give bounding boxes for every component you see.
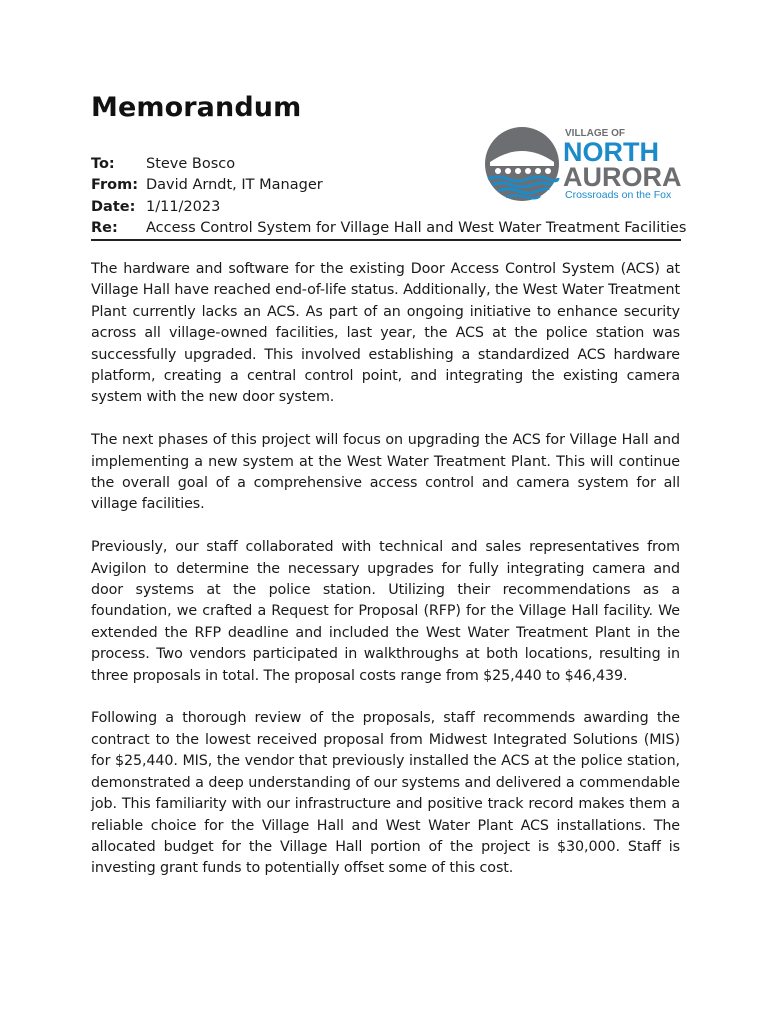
body-paragraph: Previously, our staff collaborated with technical and sales representatives from Avigilon to determine the necessary upgrades for fully integrating camera and door systems at the police station. Utilizing their recommendations as a foundation, we crafted a Request for Proposal (RFP) for the Village Hall facility. We extended the RFP deadline and included the West Water Treatment Plant in the process. Two vendors participated in walkthroughs at both locations, resulting in three proposals in total. The proposal costs range from $25,440 to $46,439. [91, 539, 680, 684]
logo-aurora: AURORA [563, 162, 682, 192]
bridge-opening [535, 168, 541, 174]
re-row [91, 218, 686, 239]
to-value: Steve Bosco [146, 156, 236, 172]
body-paragraph: The next phases of this project will focus on upgrading the ACS for Village Hall and implementing a new system at the West Water Treatment Plant. This will continue the overall goal of a comprehensive access control and camera system for all village facilities. [91, 432, 680, 513]
body-paragraph: Following a thorough review of the proposals, staff recommends awarding the contract to the lowest received proposal from Midwest Integrated Solutions (MIS) for $25,440. MIS, the vendor that previously installed the ACS at the police station, demonstrated a deep understanding of our systems and delivered a commendable job. This familiarity with our infrastructure and positive track record makes them a reliable choice for the Village Hall and West Water Plant ACS installations. The allocated budget for the Village Hall portion of the project is $30,000. Staff is investing grant funds to potentially offset some of this cost. [91, 710, 680, 877]
memo-title: Memorandum [91, 92, 302, 123]
from-value: David Arndt, IT Manager [146, 177, 323, 194]
bridge-opening [495, 168, 501, 174]
village-logo [484, 122, 684, 206]
bridge-opening [505, 168, 511, 174]
logo-village-of: VILLAGE OF [565, 128, 625, 139]
header-divider [91, 239, 681, 241]
from-label: From: [91, 177, 138, 194]
bridge-opening [515, 168, 521, 174]
body-paragraph: The hardware and software for the existing Door Access Control System (ACS) at Village Hall have reached end-of-life status. Additionally, the West Water Treatment Plant currently lacks an ACS. As part of an ongoing initiative to enhance security across all village-owned facilities, last year, the ACS at the police station was successfully upgraded. This involved establishing a standardized ACS hardware platform, creating a central control point, and integrating the existing camera system with the new door system. [91, 261, 680, 406]
bridge-opening [525, 168, 531, 174]
re-value: Access Control System for Village Hall and West Water Treatment Facilities [146, 219, 687, 236]
logo-north: NORTH [563, 137, 659, 167]
to-label: To: [91, 156, 115, 172]
date-label: Date: [91, 198, 136, 215]
date-value: 1/11/2023 [146, 198, 221, 215]
bridge-opening [545, 168, 551, 174]
re-label: Re: [91, 219, 118, 236]
logo-tagline: Crossroads on the Fox [565, 189, 672, 201]
memo-body [91, 259, 680, 901]
